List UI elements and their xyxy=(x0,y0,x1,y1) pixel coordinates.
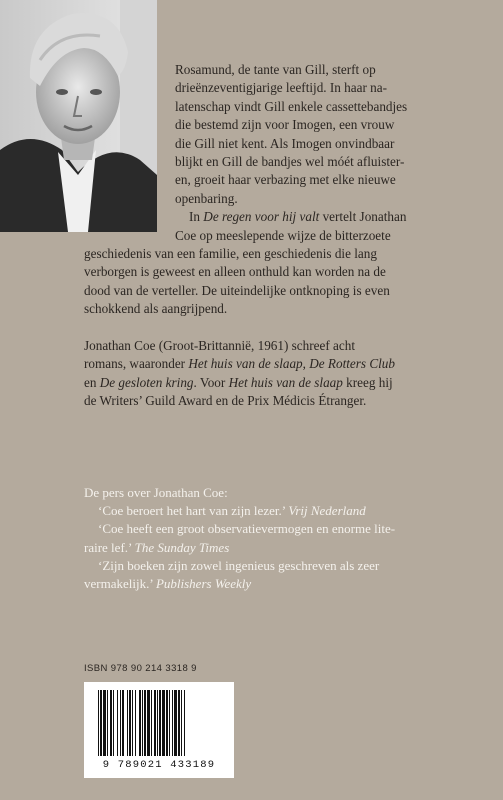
summary-line: verborgen is geweest en alleen onthuld kan worden na de xyxy=(84,264,386,280)
summary-line: latenschap vindt Gill enkele cassettebandjes xyxy=(175,98,408,114)
summary-line: die Gill niet kent. Als Imogen onvindbaar xyxy=(175,135,395,151)
barcode-bar xyxy=(154,690,156,756)
barcode-bar xyxy=(144,690,146,756)
press-quote-cont: vermakelijk.’ Publishers Weekly xyxy=(84,576,252,592)
summary-line: Rosamund, de tante van Gill, sterft op xyxy=(175,62,376,77)
barcode-bar xyxy=(166,690,168,756)
summary-line: geschiedenis van een familie, een geschiedenis die lang xyxy=(84,246,377,261)
summary-line: drieënzeventigjarige leeftijd. In haar na- xyxy=(175,80,387,96)
barcode-bar xyxy=(151,690,152,756)
barcode-digits: 9 789021 433189 xyxy=(102,759,216,771)
barcode-bar xyxy=(135,690,136,756)
summary-line: openbaring. xyxy=(175,190,238,206)
barcode-bar xyxy=(98,690,99,756)
quote-source: Publishers Weekly xyxy=(155,576,252,592)
press-quote-cont: raire lef.’ The Sunday Times xyxy=(84,539,230,555)
summary-line: die bestemd zijn voor Imogen, een vrouw xyxy=(175,117,395,133)
barcode-bar xyxy=(139,690,141,756)
isbn-label: ISBN 978 90 214 3318 9 xyxy=(84,663,197,674)
press-quote: ‘Coe beroert het hart van zijn lezer.’ Vrij Nederland xyxy=(98,503,366,519)
barcode-bar xyxy=(184,690,185,756)
barcode-bar xyxy=(100,690,102,756)
barcode-bar xyxy=(147,690,150,756)
book-title: Het huis van de slaap xyxy=(228,374,343,390)
barcode-bar xyxy=(132,690,133,756)
summary-line: dood van de verteller. De uiteindelijke ontknoping is even xyxy=(84,282,390,298)
barcode-bar xyxy=(157,690,158,756)
barcode-bar xyxy=(107,690,108,756)
barcode-bar xyxy=(181,690,182,756)
summary-paragraph-cont xyxy=(84,245,482,319)
barcode-bars xyxy=(98,690,220,760)
book-title: De Rotters Club xyxy=(309,356,395,372)
quote-source: Vrij Nederland xyxy=(288,503,366,519)
bio-line: romans, waaronder Het huis van de slaap, De Rotters Club xyxy=(84,356,395,372)
summary-paragraph xyxy=(175,61,480,245)
press-heading: De pers over Jonathan Coe: xyxy=(84,485,228,500)
barcode-bar xyxy=(174,690,177,756)
barcode-bar xyxy=(178,690,180,756)
author-bio xyxy=(84,337,482,411)
barcode xyxy=(84,682,234,778)
summary-line: en, groeit haar verbazing met elke nieuwe xyxy=(175,172,396,188)
quote-source: The Sunday Times xyxy=(134,539,230,555)
barcode-bar xyxy=(142,690,143,756)
summary-line: blijkt en Gill de bandjes wel móét afluister- xyxy=(175,154,405,170)
barcode-bar xyxy=(113,690,114,756)
barcode-bar xyxy=(172,690,173,756)
press-quotes xyxy=(84,484,484,593)
book-title: De regen voor hij valt xyxy=(203,209,320,225)
barcode-bar xyxy=(117,690,118,756)
book-title: Het huis van de slaap xyxy=(188,356,303,372)
bio-line: en De gesloten kring. Voor Het huis van de slaap kreeg hij xyxy=(84,374,393,390)
barcode-bar xyxy=(103,690,106,756)
barcode-bar xyxy=(162,690,165,756)
summary-line: In De regen voor hij valt vertelt Jonathan xyxy=(189,209,407,225)
bio-line: Jonathan Coe (Groot-Brittannië, 1961) schreef acht xyxy=(84,338,355,353)
author-photo xyxy=(0,0,157,232)
barcode-bar xyxy=(127,690,128,756)
summary-line: Coe op meeslepende wijze de bitterzoete xyxy=(175,227,391,243)
summary-line: schokkend als aangrijpend. xyxy=(84,301,228,317)
barcode-bar xyxy=(129,690,131,756)
press-quote: ‘Zijn boeken zijn zowel ingenieus geschreven als zeer xyxy=(98,557,380,573)
barcode-bar xyxy=(120,690,121,756)
book-title: De gesloten kring xyxy=(99,374,194,390)
press-quote: ‘Coe heeft een groot observatievermogen en enorme lite- xyxy=(98,521,396,537)
barcode-bar xyxy=(110,690,112,756)
barcode-bar xyxy=(159,690,161,756)
barcode-bar xyxy=(122,690,124,756)
bio-line: de Writers’ Guild Award en de Prix Médicis Étranger. xyxy=(84,393,367,409)
barcode-bar xyxy=(169,690,170,756)
